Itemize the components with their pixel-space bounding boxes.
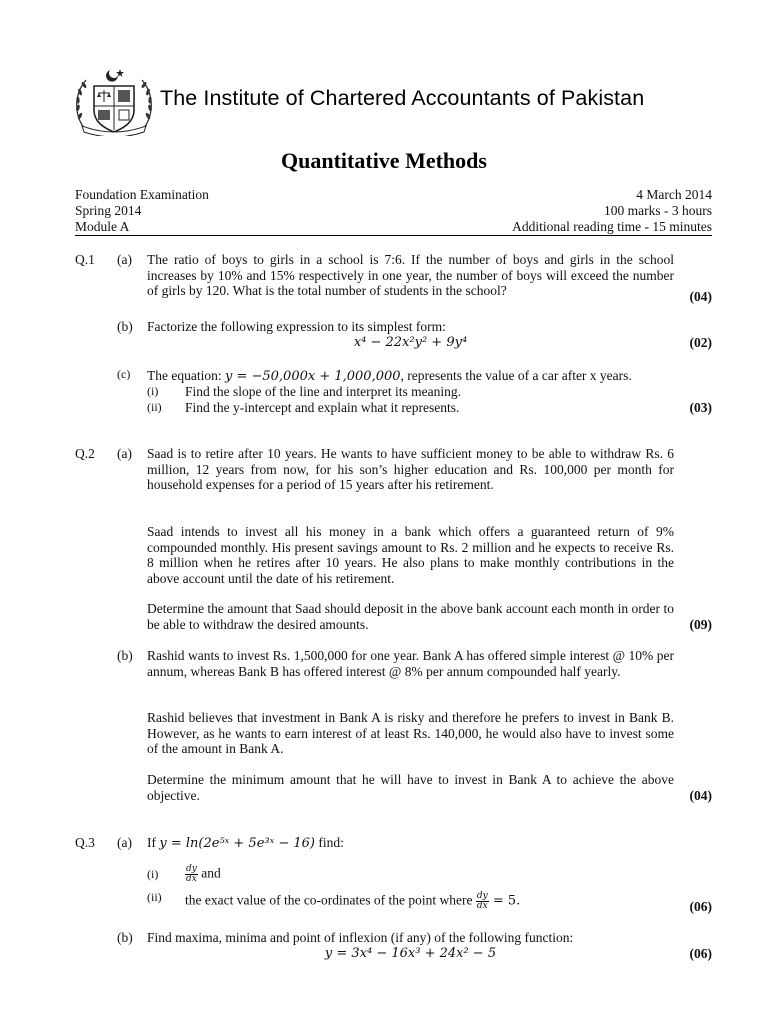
q1c-equation: y = −50,000x + 1,000,000	[224, 369, 401, 384]
q3b-label: (b)	[117, 930, 133, 945]
q1c-text-pre: The equation:	[147, 368, 225, 383]
q1a-label: (a)	[117, 252, 132, 267]
exam-meta	[75, 187, 712, 235]
q1b-expression: x⁴ − 22x²y² + 9y⁴	[353, 335, 468, 350]
q1b-text: Factorize the following expression to its simplest form:	[147, 319, 446, 334]
exam-marks-duration: 100 marks - 3 hours	[604, 203, 712, 218]
header-divider	[75, 235, 712, 236]
q3a-label: (a)	[117, 835, 132, 850]
q1c-ii-text: Find the y-intercept and explain what it represents.	[185, 400, 460, 415]
q1b-marks: (02)	[689, 335, 712, 350]
institute-name: The Institute of Chartered Accountants of Pakistan	[160, 86, 645, 110]
q3a-i-tail: and	[197, 865, 221, 881]
q3a-text	[147, 835, 674, 852]
q2a-label: (a)	[117, 446, 132, 461]
q3a-i-text	[185, 865, 221, 884]
q2b-marks: (04)	[689, 788, 712, 803]
q1c-text-post: , represents the value of a car after x years.	[400, 368, 632, 383]
q3a-ii-frac-den: dx	[476, 901, 488, 911]
q3a-i-frac-num: dy	[186, 864, 197, 874]
q3a-ii-fraction	[476, 892, 489, 911]
exam-session: Spring 2014	[75, 203, 142, 218]
q3a-ii-equals: = 5.	[488, 893, 521, 909]
q1-label: Q.1	[75, 252, 95, 267]
page-title: Quantitative Methods	[281, 148, 487, 173]
q1c-label: (c)	[117, 367, 131, 381]
reading-time: Additional reading time - 15 minutes	[512, 219, 712, 234]
exam-module: Module A	[75, 219, 130, 234]
exam-type: Foundation Examination	[75, 187, 209, 202]
q3b-expression: y = 3x⁴ − 16x³ + 24x² − 5	[324, 946, 497, 961]
q1b-label: (b)	[117, 319, 133, 334]
icap-seal-icon	[72, 66, 156, 136]
q2b-label: (b)	[117, 648, 133, 663]
q3a-marks: (06)	[689, 899, 712, 914]
q1c-text	[147, 368, 674, 385]
exam-date: 4 March 2014	[636, 187, 712, 202]
q1a-text: The ratio of boys to girls in a school is 7:6. If the number of boys and girls in the school increases by 10% and 15% respectively in one year, the number of boys will exceed the number of girls by 120. What is the total number of students in the school?	[147, 252, 674, 299]
q2a-paragraph-2: Saad intends to invest all his money in a bank which offers a guaranteed return of 9% compounded monthly. His present savings amount to Rs. 2 million and he expects to receive Rs. 8 million when he retires after 10 years. He also plans to make monthly contributions in the above account until the date of his retirement.	[147, 524, 674, 586]
q3a-equation: y = ln(2e⁵ˣ + 5e³ˣ − 16)	[159, 836, 315, 851]
q2-label: Q.2	[75, 446, 95, 461]
q1c-ii-num: (ii)	[147, 400, 162, 414]
q3b-marks: (06)	[689, 946, 712, 961]
q3a-text-pre: If	[147, 835, 160, 850]
page-header	[72, 66, 712, 136]
q1c-i-text: Find the slope of the line and interpret its meaning.	[185, 384, 461, 399]
q2a-paragraph-1: Saad is to retire after 10 years. He wants to have sufficient money to be able to withdraw Rs. 6 million, 12 years from now, for his son’s higher education and Rs. 100,000 per month for household expenses for a period of 15 years after his retirement.	[147, 446, 674, 493]
q3a-ii-text	[185, 892, 520, 911]
q2b-paragraph-2: Rashid believes that investment in Bank A is risky and therefore he prefers to invest in Bank B. However, as he wants to earn interest of at least Rs. 140,000, he would also have to invest some of the amount in Bank A.	[147, 710, 674, 757]
q3a-i-fraction	[185, 865, 198, 884]
q2a-paragraph-3: Determine the amount that Saad should deposit in the above bank account each month in order to be able to withdraw the desired amounts.	[147, 601, 674, 632]
q3a-text-post: find:	[315, 835, 344, 850]
q2b-paragraph-1: Rashid wants to invest Rs. 1,500,000 for one year. Bank A has offered simple interest @ 10% per annum, whereas Bank B has offered interest @ 8% per annum compounded half yearly.	[147, 648, 674, 679]
q3a-i-num: (i)	[147, 867, 159, 881]
q1c-i-num: (i)	[147, 384, 159, 398]
q3a-ii-num: (ii)	[147, 890, 162, 904]
q3a-ii-frac-num: dy	[476, 891, 488, 901]
q3a-ii-lead: the exact value of the co-ordinates of the point where	[185, 892, 476, 908]
q3b-text: Find maxima, minima and point of inflexion (if any) of the following function:	[147, 930, 574, 945]
q1c-marks: (03)	[689, 400, 712, 415]
q2a-marks: (09)	[689, 617, 712, 632]
q3a-i-frac-den: dx	[186, 874, 197, 884]
q2b-paragraph-3: Determine the minimum amount that he will have to invest in Bank A to achieve the above objective.	[147, 772, 674, 803]
q1a-marks: (04)	[689, 289, 712, 304]
q3-label: Q.3	[75, 835, 95, 850]
